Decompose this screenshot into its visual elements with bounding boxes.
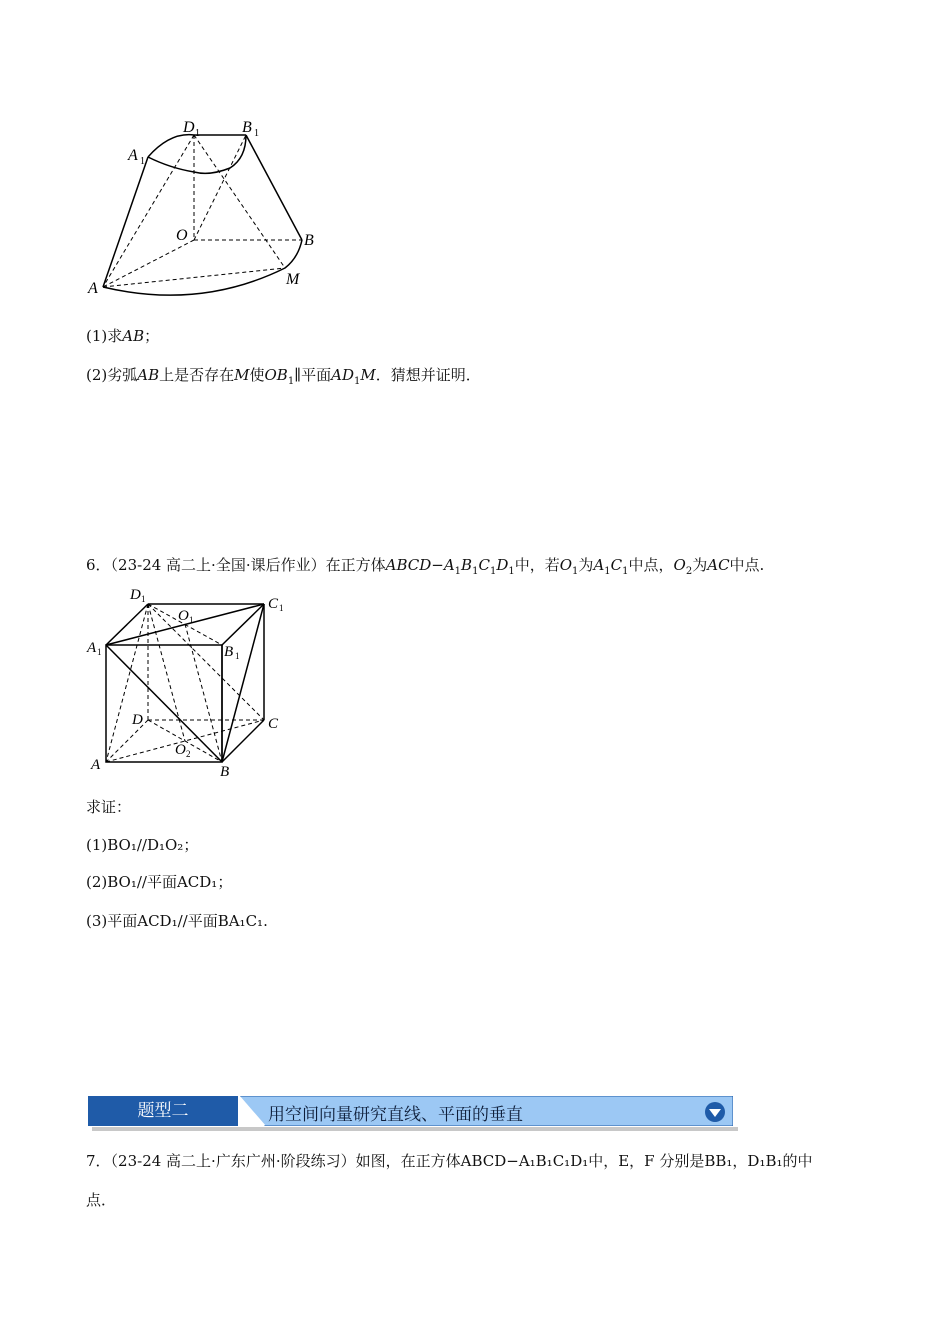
- label-M: M: [286, 271, 300, 288]
- q5-part1: (1)求AB；: [86, 327, 160, 345]
- svg-text:1: 1: [141, 594, 146, 604]
- label-O2: O: [175, 742, 186, 758]
- figure-cube: [82, 582, 302, 782]
- svg-text:1: 1: [254, 128, 259, 139]
- label-C1: C: [268, 596, 279, 612]
- label-B: B: [220, 764, 230, 780]
- q6-part2: (2)BO₁//平面ACD₁；: [86, 873, 233, 891]
- svg-text:1: 1: [97, 647, 102, 657]
- label-A1: A: [87, 640, 97, 656]
- svg-text:1: 1: [195, 128, 200, 139]
- banner-shadow: [92, 1127, 738, 1131]
- label-A: A: [88, 280, 98, 297]
- label-B: B: [304, 232, 314, 249]
- svg-text:1: 1: [279, 603, 284, 613]
- label-O1: O: [178, 608, 189, 624]
- label-D1: D: [183, 119, 195, 136]
- label-B1: B: [224, 644, 234, 660]
- q6-prove-heading: 求证：: [86, 798, 132, 816]
- figure-frustum: [80, 110, 340, 305]
- q6-part1: (1)BO₁//D₁O₂；: [86, 836, 199, 854]
- q7-statement: 7．（23-24 高二上·广东广州·阶段练习）如图，在正方体ABCD−A₁B₁C₁D₁中，E，F 分别是BB₁，D₁B₁的中: [86, 1152, 813, 1170]
- label-O: O: [176, 227, 188, 244]
- label-A: A: [91, 757, 101, 773]
- banner-section-label: 题型二: [88, 1096, 238, 1126]
- svg-text:1: 1: [140, 156, 145, 167]
- svg-text:1: 1: [189, 615, 194, 625]
- svg-text:1: 1: [235, 651, 240, 661]
- section-banner: [88, 1096, 738, 1136]
- label-C: C: [268, 716, 279, 732]
- chevron-down-icon[interactable]: [704, 1101, 726, 1123]
- q7-statement-cont: 点．: [86, 1191, 117, 1209]
- label-B1: B: [242, 119, 252, 136]
- label-A1: A: [128, 147, 138, 164]
- q5-part2: (2)劣弧AB上是否存在M使$OB_1\parallel$平面$AD_1M$．猜想并证明．: [86, 366, 481, 387]
- q6-part3: (3)平面ACD₁//平面BA₁C₁.: [86, 912, 268, 930]
- label-D1: D: [130, 587, 141, 603]
- svg-text:2: 2: [186, 749, 191, 759]
- label-D: D: [132, 712, 143, 728]
- q6-statement: 6．（23-24 高二上·全国·课后作业）在正方体$ABCD-A_1B_1C_1D_1$中，若$O_1$为$A_1C_1$中点，$O_2$为AC中点.: [86, 556, 765, 577]
- banner-title: 用空间向量研究直线、平面的垂直: [268, 1105, 523, 1125]
